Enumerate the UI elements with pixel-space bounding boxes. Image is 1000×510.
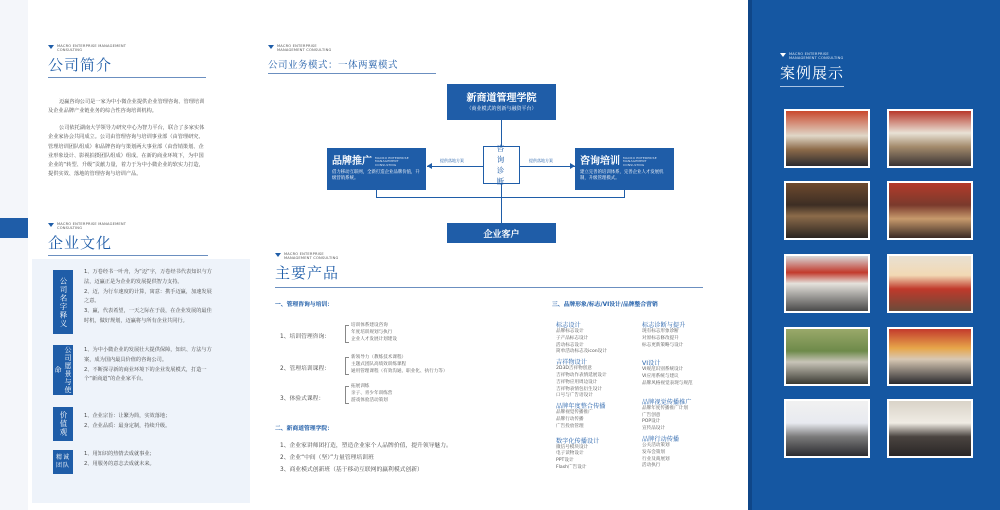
sec3-col1 [556,320,644,472]
culture-line: 2、迈，为行车速度的计算，寓意：携手迈赢，加速发展之意。 [84,288,212,305]
photo-image [786,111,868,166]
culture-line: 2、企业品质：最身定制，持续升级。 [84,422,171,429]
model-header [268,44,438,74]
product-item: 企业人才发展计划建设 [351,337,397,343]
right-arrow-head [570,163,575,169]
col-item: PPT设计 [556,458,574,464]
logo-en-text: MACRO ENTERPRISE MANAGEMENT CONSULTING [57,44,127,52]
col-item: 电子读物设计 [556,451,584,457]
intro-paragraph-1: 迈赢咨询公司是一家为中小微企业提供企业管理咨询、管理培训及企业品牌产业链业务的综合性咨询培训机构。 [48,99,205,115]
model-right-sub: 建立完善的培训体系，完善企业人才发展机制，升级管理模式。 [580,170,664,181]
culture-header [48,222,208,256]
product-item: 培训体系建设咨询 [351,323,388,328]
left-arrow-label: 提供落地方案 [440,158,464,163]
model-center-box [483,146,520,184]
intro-header [48,44,206,78]
left-arrow-head [427,163,432,169]
col-head: 标志设计 [556,322,581,329]
col-head: 吉祥物设计 [556,359,587,367]
model-top-sub: （商业模式的创新与融资平台） [466,106,537,112]
product-item: 通用管理课程（有效沟通、职业化、执行力等） [351,369,448,375]
product-item: 新领导力（教练技术课程） [351,355,407,360]
model-bottom-title: 企业客户 [483,229,520,240]
product-group-items [351,322,397,344]
col-head: 品牌年度整合传播 [556,403,606,411]
culture-line: 2、不断探寻新的商业环境下的企业发展模式，打造一个“新商道”的企业家平台。 [84,366,207,383]
product-group-label: 1、培训管理咨询： [280,334,331,340]
case-photo [784,399,870,458]
photo-image [889,183,971,238]
col-item: 活动标志设计 [556,342,584,348]
divider [48,255,208,256]
col-item: VI应用系统与建议 [642,374,679,380]
culture-label-name: 公司名字释义 [53,270,73,334]
culture-line: 1、万卷经书一叶舟，为“迈”字，万卷经书代表知识与方法，迈赢正是为企业的发展提供智力支持。 [84,269,212,285]
culture-title: 企业文化 [48,234,113,252]
case-photo [887,254,973,313]
culture-line: 1、企业宗旨：让繁为简，实效落地； [84,413,171,419]
model-bottom-box [447,223,556,243]
case-photo [784,254,870,313]
arrow-down-icon [48,223,54,227]
divider [275,287,703,288]
model-center-text: 咨询诊断 [496,144,507,186]
group-bracket [345,386,349,404]
photo-image [889,401,971,456]
products-title: 主要产品 [275,264,340,282]
case-photo [887,109,973,168]
model-top-box [447,84,556,120]
logo-en-text: MACRO ENTERPRISE MANAGEMENT CONSULTING [57,222,127,230]
left-arrow-line [427,166,483,167]
sec2-item: 2、企业“中间（坚）”力量管理培训班 [280,455,374,461]
col-item: 广告投放管理 [556,423,584,429]
col-item: 简单活动标志及icon设计 [556,349,607,355]
culture-line: 1、用知识的热情去成就事业； [84,451,155,457]
col-item: 品牌行动传播 [556,416,584,422]
sec2-item: 3、商业模式创新班（基于移动互联网的赢利模式创新） [280,467,423,473]
col-item: 品牌视觉传播推广 [556,410,593,416]
right-arrow-label: 提供落地方案 [529,158,553,163]
photo-image [889,329,971,384]
col-item: 子产品标志设计 [556,335,589,341]
model-left-box [327,148,426,190]
case-photo [887,327,973,386]
culture-text-vision [84,346,212,385]
col-item: 品牌年度传播推广计划 [642,405,688,411]
col-head: 标志诊断与提升 [642,322,686,329]
intro-title: 公司简介 [48,56,113,74]
cases-title: 案例展示 [780,64,845,82]
col-item: POP设计 [642,419,661,425]
col-item: 发布会策划 [642,449,665,455]
divider [268,73,436,74]
logo-en-text: MACRO ENTERPRISE MANAGEMENT CONSULTING [789,52,844,60]
logo-en-text: MACRO ENTERPRISE MANAGEMENT CONSULTING [277,44,332,52]
model-left-sub: 借力移动互联网，全新打造企业品牌价值，升级营销系统。 [332,170,420,181]
model-left-title: 品牌推广 [332,156,372,167]
case-photo [784,327,870,386]
col-item: 吉祥物动作表情延展设计 [556,372,607,378]
cases-header [780,52,844,87]
col-item: 行业及商展划 [642,456,670,462]
logo-en-text: MACRO ENTERPRISE MANAGEMENT CONSULTING [623,155,657,167]
arrow-down-icon [275,253,281,257]
photo-image [786,329,868,384]
culture-line: 1、为中小微企业的发展壮大提供保障，知识、方法与方案，成为国内最具价值的咨询公司。 [84,347,212,363]
col-item: 广告创意 [642,412,661,418]
photo-image [786,183,868,238]
photo-image [889,256,971,311]
culture-line: 3、赢，代表希望，一天之际在于晨，在企业发展的最佳时机，做好规划，迈赢将与所有企业共同行。 [84,308,212,324]
case-photo [887,181,973,240]
group-bracket [345,325,349,343]
connector-bottom [376,197,625,198]
product-group-label: 2、管理培训课程： [280,366,331,372]
col-item: 吉祥物应用周边设计 [556,379,598,385]
product-item: 游戏体验活动策划 [351,398,388,404]
product-group-items [351,354,447,376]
col-item: 宣传品设计 [642,426,665,432]
case-photo [887,399,973,458]
products-sec2: 二、新商道管理学院： [275,426,333,432]
culture-text-team [84,450,212,470]
case-photo [784,109,870,168]
culture-label-vision: 公司愿景与使命 [54,346,72,394]
arrow-down-icon [780,53,786,57]
col-head: 品牌视觉传播推广 [642,398,692,406]
left-page-marker [0,218,28,238]
col-item: 微信号模块设计 [556,444,589,450]
products-header [275,252,339,283]
col-item: 口号与广告语设计 [556,393,593,399]
product-item: 主题式团队高绩效训练课程 [351,362,407,368]
group-bracket [345,357,349,375]
case-photo [784,181,870,240]
col-item: 吉祥物表情包衍生设计 [556,386,602,392]
logo-en-text: MACRO ENTERPRISE MANAGEMENT CONSULTING [284,252,339,260]
culture-label-team: 精诚团队 [53,450,73,474]
col-item: VI规范识别系统设计 [642,367,684,373]
cases-page-fold [748,0,752,510]
col-item: 2D3D吉祥物创意 [556,366,592,372]
divider [780,86,844,87]
divider [48,77,206,78]
culture-label-values: 价值观 [53,407,73,441]
product-item: 年度培训规划与执行 [351,330,393,336]
col-head: 数字化传播设计 [556,437,600,445]
left-page-gutter [0,0,28,510]
culture-text-name [84,268,212,327]
sec2-item: 1、企业家讲师团打造，塑造企业家个人品牌价值，提升领导魅力。 [280,443,452,449]
col-item: Flash广告设计 [556,464,587,470]
col-item: 品牌标志设计 [556,329,584,334]
col-item: 标志更新策略与设计 [642,342,684,348]
photo-image [786,401,868,456]
model-right-title: 咨询培训 [580,156,620,167]
intro-paragraph-2: 公司依托湖南大学领导力研究中心为智力平台，联合了多家实体企业家协会共同成立。公司由管理咨询与培训事业部（由管理研究、管理培训团队组成）和品牌咨询与策划两大事业部（由营销策划、企业形象设计、影视拍摄团队组成）组成。在新的商业环境下，为中国企业的“转型、升级”贡献力量，着力于为中小微企业的软实力打造，提供实效、落地的管理咨询与培训产品。 [48,125,205,178]
product-item: 亲子、青少年训练营 [351,391,393,397]
arrow-down-icon [48,45,54,49]
model-top-title: 新商道管理学院 [466,93,537,104]
product-item: 拓展训练 [351,384,370,389]
products-sec3: 三、品牌形象/标志/VI设计/品牌整合营销 [552,302,658,308]
model-title: 公司业务模式：一体两翼模式 [268,60,399,71]
col-item: 现有标志形象诊断 [642,329,679,334]
product-group-items [351,383,392,405]
photo-image [786,256,868,311]
arrow-down-icon [268,45,274,49]
logo-en-text: MACRO ENTERPRISE MANAGEMENT CONSULTING [375,155,409,167]
sec3-col2 [642,320,722,470]
culture-text-values [84,412,212,432]
product-group-label: 3、体验式课程： [280,396,325,402]
products-sec2-list [280,440,452,476]
photo-image [889,111,971,166]
products-sec1: 一、管理咨询与培训： [275,302,333,308]
col-item: 品牌风格视觉表现与规范 [642,380,693,386]
col-item: 对原标志修改提升 [642,335,679,341]
col-item: 公关活动策划 [642,442,670,448]
col-head: 品牌行动传播 [642,435,680,443]
col-head: VI设计 [642,360,661,368]
culture-line: 2、用服务的意志去成就未来。 [84,460,155,467]
model-right-box [575,148,674,190]
right-arrow-line [520,166,575,167]
col-item: 活动执行 [642,463,661,469]
